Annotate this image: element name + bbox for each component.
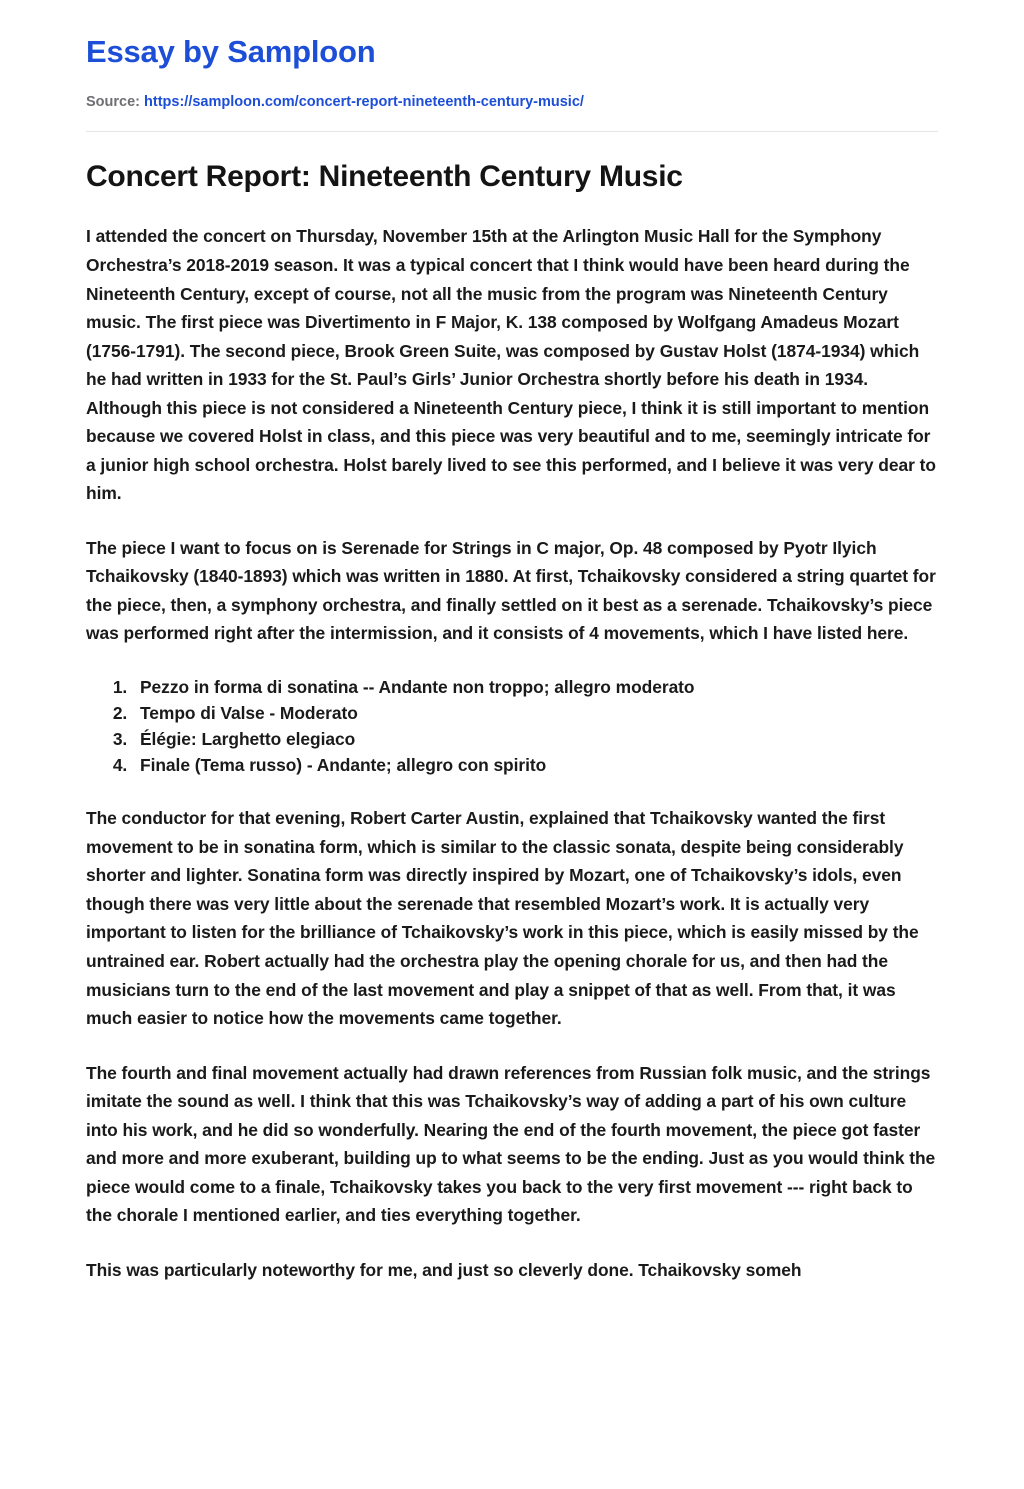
paragraph-noteworthy-truncated: This was particularly noteworthy for me, and just so cleverly done. Tchaikovsky someh [86,1259,802,1280]
list-item: 1. Pezzo in forma di sonatina -- Andante non troppo; allegro moderato [132,674,938,700]
list-item: 3. Élégie: Larghetto elegiaco [132,726,938,752]
paragraph-conductor: The conductor for that evening, Robert Carter Austin, explained that Tchaikovsky wanted the first movement to be in sonatina form, which is similar to the classic sonata, despite being considerably shorter and lighter. Sonatina form was directly inspired by Mozart, one of Tchaikovsky’s idols, even though there was very little about the serenade that resembled Mozart’s work. It is actually very important to listen for the brilliance of Tchaikovsky’s work in this piece, which is easily missed by the untrained ear. Robert actually had the orchestra play the opening chorale for us, and then had the musicians turn to the end of the last movement and play a snippet of that as well. From that, it was much easier to notice how the movements came together. [86,808,919,1029]
paragraph-intro: I attended the concert on Thursday, November 15th at the Arlington Music Hall for the Symphony Orchestra’s 2018-2019 season. It was a typical concert that I think would have been heard during the Nineteenth Century, except of course, not all the music from the program was Nineteenth Century music. The first piece was Divertimento in F Major, K. 138 composed by Wolfgang Amadeus Mozart (1756-1791). The second piece, Brook Green Suite, was composed by Gustav Holst (1874-1934) which he had written in 1933 for the St. Paul’s Girls’ Junior Orchestra shortly before his death in 1934. Although this piece is not considered a Nineteenth Century piece, I think it is still important to mention because we covered Holst in class, and this piece was very beautiful and to me, seemingly intricate for a junior high school orchestra. Holst barely lived to see this performed, and I believe it was very dear to him. [86,226,936,504]
source-label: Source: [86,93,140,110]
paragraph-fourth-movement: The fourth and final movement actually had drawn references from Russian folk music, and the strings imitate the sound as well. I think that this was Tchaikovsky’s way of adding a part of his own culture into his work, and he did so wonderfully. Nearing the end of the fourth movement, the piece got faster and more and more exuberant, building up to what seems to be the ending. Just as you would think the piece would come to a finale, Tchaikovsky takes you back to the very first movement --- right back to the chorale I mentioned earlier, and ties everything together. [86,1062,936,1226]
source-row [86,92,938,112]
site-header [86,0,938,132]
list-item: 2. Tempo di Valse - Moderato [132,700,938,726]
source-url-link[interactable]: https://samploon.com/concert-report-nineteenth-century-music/ [144,93,584,110]
list-item: 4. Finale (Tema russo) - Andante; allegro con spirito [132,752,938,778]
article-body [86,222,938,1284]
article [86,158,938,1284]
site-brand-title: Essay by Samploon [86,34,376,69]
paragraph-serenade-focus: The piece I want to focus on is Serenade for Strings in C major, Op. 48 composed by Pyotr Ilyich Tchaikovsky (1840-1893) which was written in 1880. At first, Tchaikovsky considered a string quartet for the piece, then, a symphony orchestra, and finally settled on it best as a serenade. Tchaikovsky’s piece was performed right after the intermission, and it consists of 4 movements, which I have listed here. [86,537,936,644]
page-title: Concert Report: Nineteenth Century Music [86,159,683,193]
movements-list [86,674,938,778]
header-divider [86,131,938,132]
